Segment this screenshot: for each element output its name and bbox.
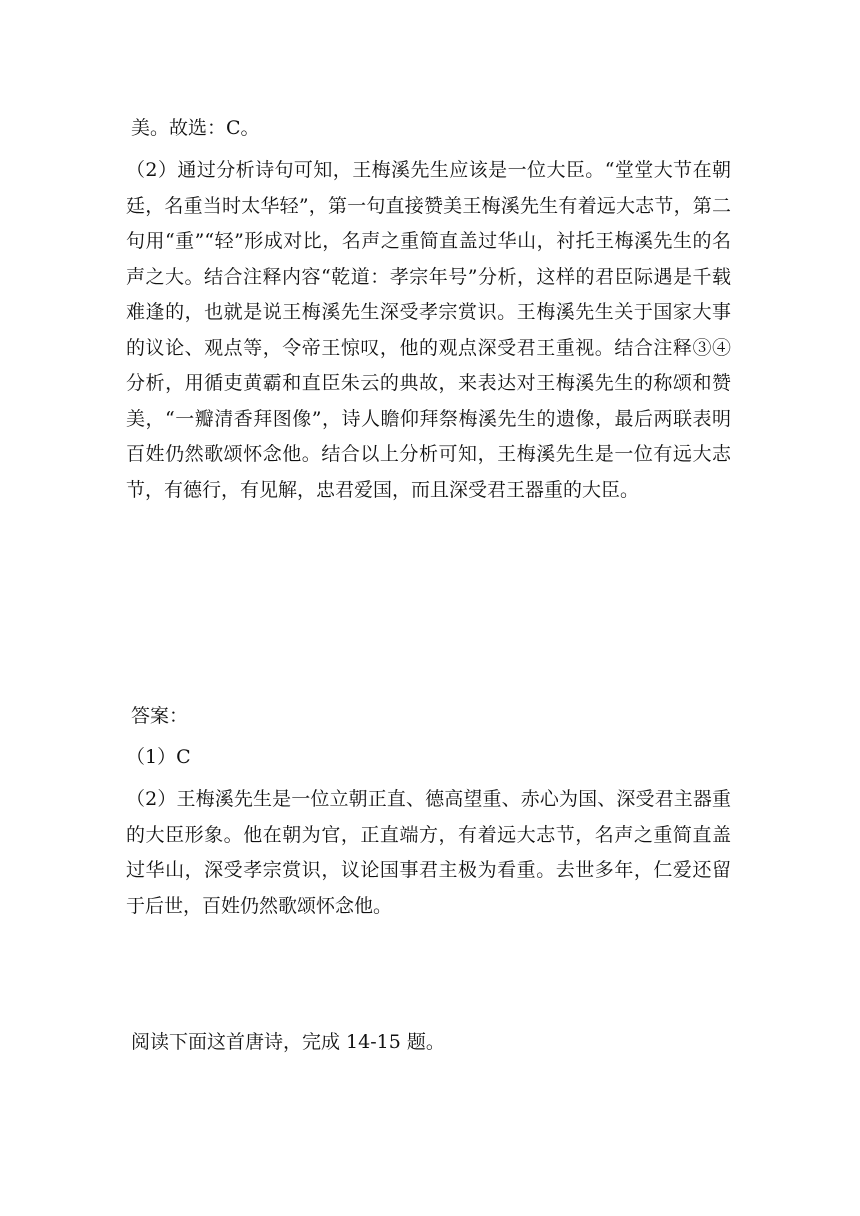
analysis-part2-paragraph: （2）通过分析诗句可知，王梅溪先生应该是一位大臣。“堂堂大节在朝廷，名重当时太华轻”，第一句直接赞美王梅溪先生有着远大志节，第二句用“重”“轻”形成对比，名声之重简直盖过华山，衬托王梅溪先生的名声之大。结合注释内容“乾道：孝宗年号”分析，这样的君臣际遇是千载难逢的，也就是说王梅溪先生深受孝宗赏识。王梅溪先生关于国家大事的议论、观点等，令帝王惊叹，他的观点深受君王重视。结合注释③④分析，用循吏黄霸和直臣朱云的典故，来表达对王梅溪先生的称颂和赞美，“一瓣清香拜图像”，诗人瞻仰拜祭梅溪先生的遗像，最后两联表明百姓仍然歌颂怀念他。结合以上分析可知，王梅溪先生是一位有远大志节，有德行，有见解，忠君爱国，而且深受君王器重的大臣。: [126, 159, 731, 501]
answer-item-1: （1）C: [126, 746, 191, 768]
answer-item-2: （2）王梅溪先生是一位立朝正直、德高望重、赤心为国、深受君主器重的大臣形象。他在朝为官，正直端方，有着远大志节，名声之重简直盖过华山，深受孝宗赏识，议论国事君主极为看重。去世多年，仁爱还留于后世，百姓仍然歌颂怀念他。: [126, 788, 731, 917]
analysis-part1-ending: 美。故选：C。: [131, 117, 260, 139]
next-question-instruction: 阅读下面这首唐诗，完成 14-15 题。: [131, 1031, 445, 1053]
answer-label: 答案：: [131, 705, 189, 727]
